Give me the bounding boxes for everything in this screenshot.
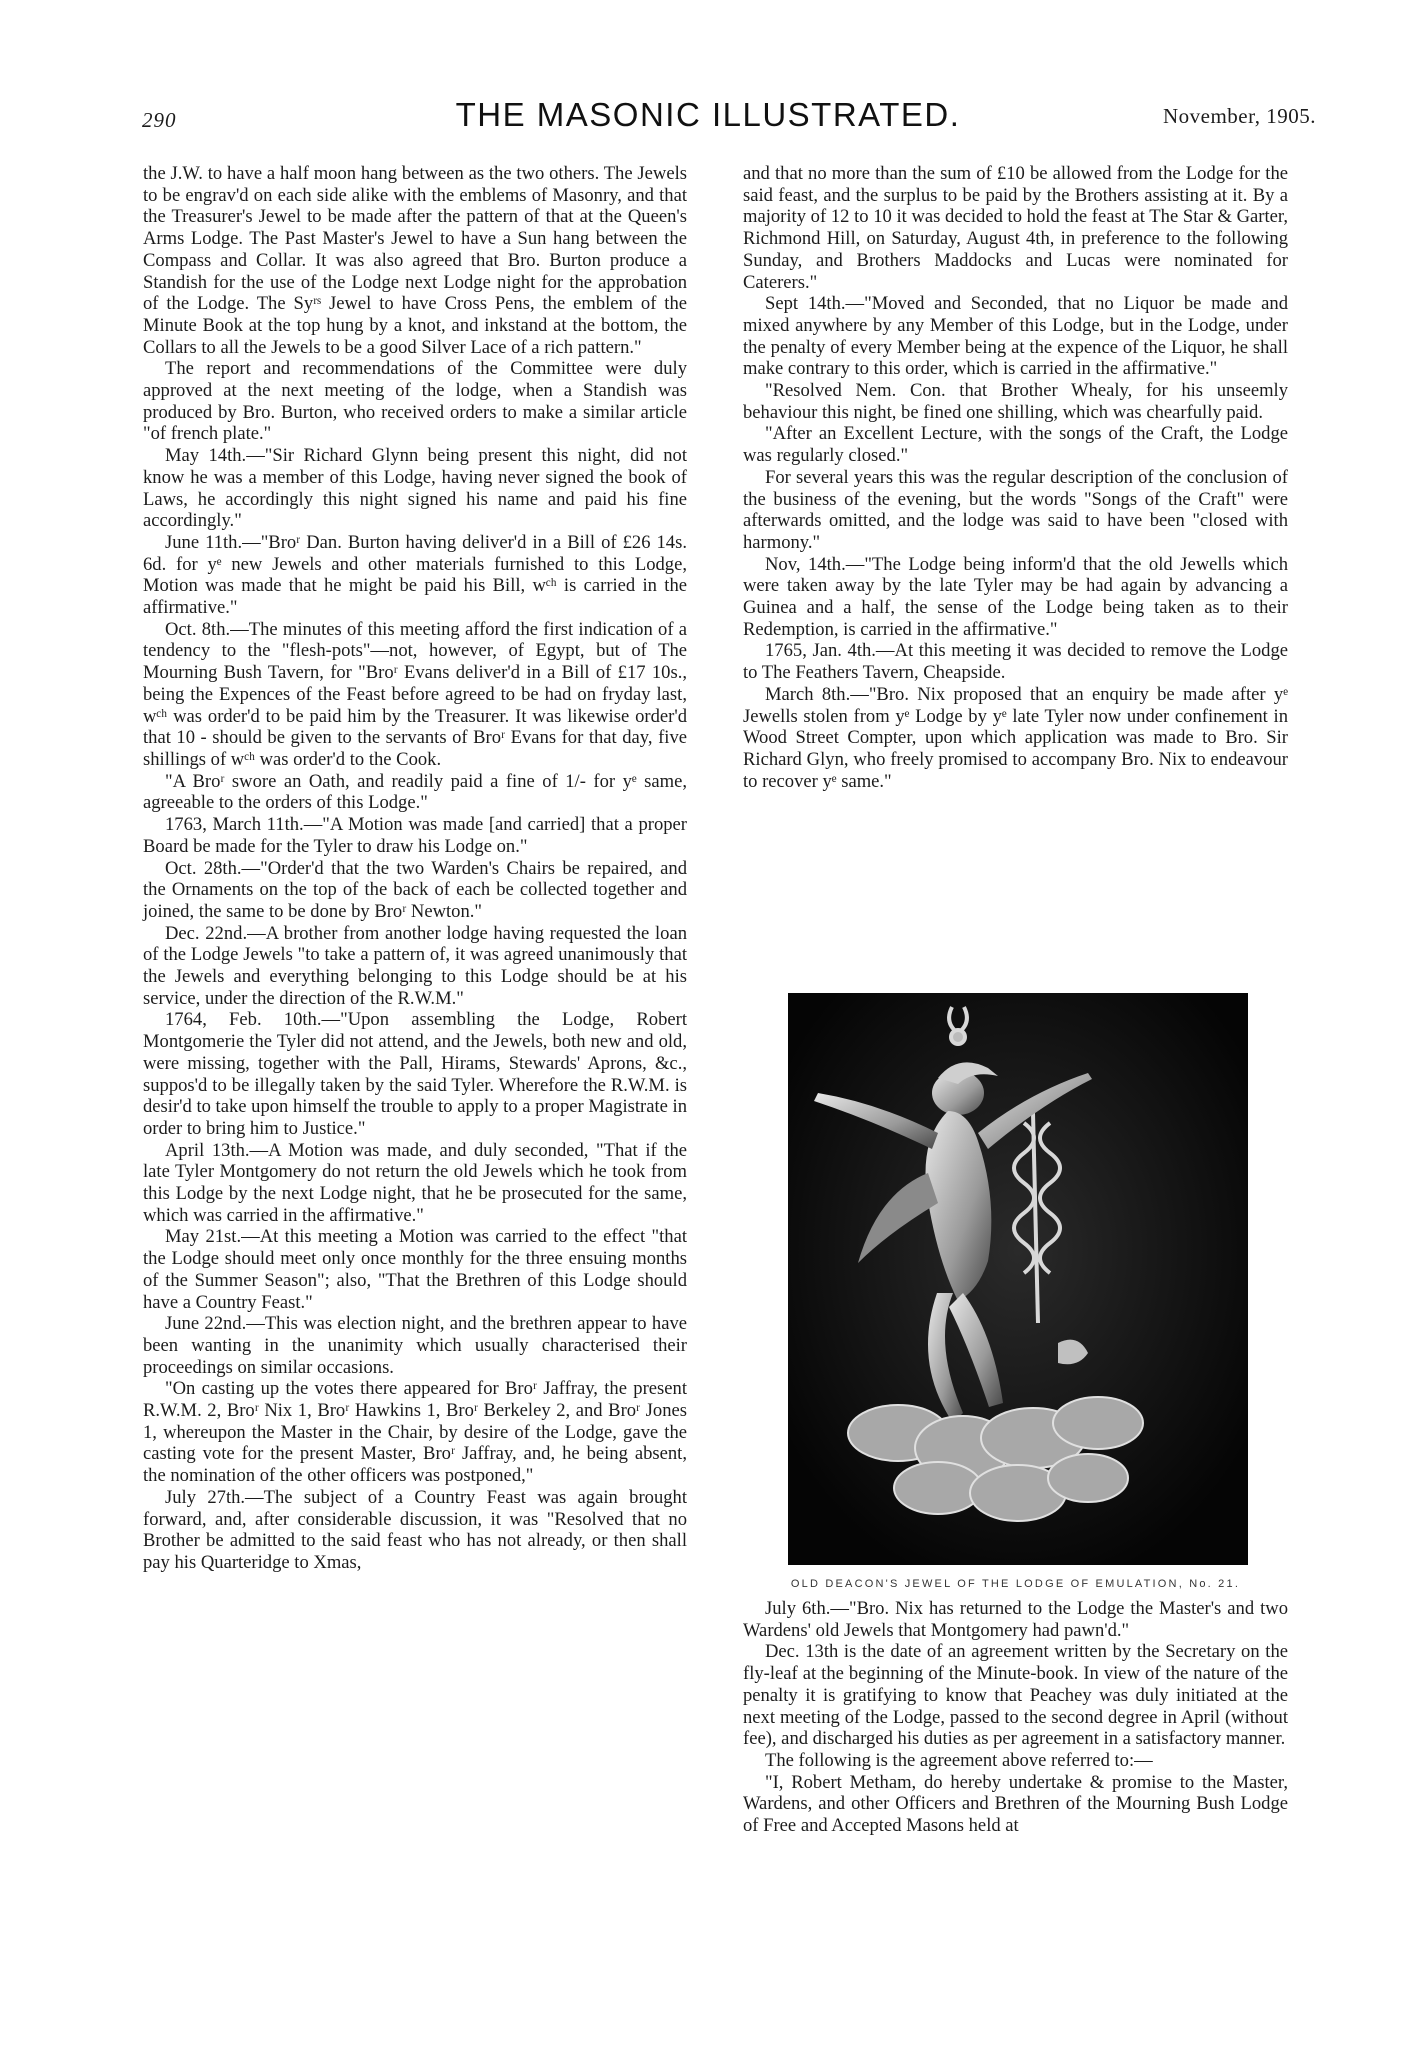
paragraph: Sept 14th.—"Moved and Seconded, that no Liquor be made and mixed anywhere by any Member of this Lodge, but in the Lodge, under the penalty of every Member being at the expence of the Liquor, he shall make contrary to this order, which is carried in the affirmative." — [743, 293, 1288, 380]
figure-caption: OLD DEACON'S JEWEL OF THE LODGE OF EMULATION, No. 21. — [790, 1578, 1241, 1590]
left-column — [143, 163, 687, 1574]
paragraph: and that no more than the sum of £10 be allowed from the Lodge for the said feast, and the surplus to be paid by the Brothers assisting at it. By a majority of 12 to 10 it was decided to hold the feast at The Star & Garter, Richmond Hill, on Saturday, August 4th, in preference to the following Sunday, and Brothers Maddocks and Lucas were nominated for Caterers." — [743, 163, 1288, 293]
paragraph: July 6th.—"Bro. Nix has returned to the Lodge the Master's and two Wardens' old Jewels that Montgomery had pawn'd." — [743, 1598, 1288, 1641]
paragraph: "I, Robert Metham, do hereby undertake & promise to the Master, Wardens, and other Officers and Brethren of the Mourning Bush Lodge of Free and Accepted Masons held at — [743, 1771, 1288, 1837]
right-column-bottom — [743, 1598, 1288, 1837]
paragraph: "On casting up the votes there appeared for Broʳ Jaffray, the present R.W.M. 2, Broʳ Nix 1, Broʳ Hawkins 1, Broʳ Berkeley 2, and Broʳ Jones 1, whereupon the Master in the Chair, by desire of the Lodge, gave the casting vote for the present Master, Broʳ Jaffray, and, he being absent, the nomination of the other officers was postponed," — [143, 1378, 687, 1487]
paragraph: March 8th.—"Bro. Nix proposed that an enquiry be made after yᵉ Jewells stolen from yᵉ Lodge by yᵉ late Tyler now under confinement in Wood Street Compter, upon which application was made to Bro. Sir Richard Glyn, who freely promised to accompany Bro. Nix to endeavour to recover yᵉ same." — [743, 683, 1288, 792]
paragraph: June 22nd.—This was election night, and the brethren appear to have been wanting in the unanimity which usually characterised their proceedings on similar occasions. — [143, 1313, 687, 1378]
paragraph: May 14th.—"Sir Richard Glynn being present this night, did not know he was a member of this Lodge, having never signed the book of Laws, he accordingly this night signed his name and paid his fine accordingly." — [143, 445, 687, 532]
mercury-figure-illustration — [788, 993, 1248, 1565]
paragraph: "Resolved Nem. Con. that Brother Whealy, for his unseemly behaviour this night, be fined one shilling, which was chearfully paid. — [743, 380, 1288, 423]
paragraph: "A Broʳ swore an Oath, and readily paid a fine of 1/- for yᵉ same, agreeable to the orders of this Lodge." — [143, 770, 687, 814]
paragraph: Dec. 13th is the date of an agreement written by the Secretary on the fly-leaf at the beginning of the Minute-book. In view of the nature of the penalty it is gratifying to know that Peachey was duly initiated at the next meeting of the Lodge, passed to the second degree in April (without fee), and discharged his duties as per agreement in a satisfactory manner. — [743, 1641, 1288, 1750]
paragraph: Oct. 8th.—The minutes of this meeting afford the first indication of a tendency to the "flesh-pots"—not, however, of Egypt, but of The Mourning Bush Tavern, for "Broʳ Evans deliver'd in a Bill of £17 10s., being the Expences of the Feast before agreed to be had on fryday last, wᶜʰ was order'd to be paid him by the Treasurer. It was likewise order'd that 10 - should be given to the servants of Broʳ Evans for that day, five shillings of wᶜʰ was order'd to the Cook. — [143, 618, 687, 770]
right-column-top — [743, 163, 1288, 792]
page-number: 290 — [142, 108, 177, 132]
paragraph: Dec. 22nd.—A brother from another lodge having requested the loan of the Lodge Jewels "to take a pattern of, it was agreed unanimously that the Jewels and everything belonging to this Lodge should be at his service, under the direction of the R.W.M." — [143, 922, 687, 1009]
paragraph: May 21st.—At this meeting a Motion was carried to the effect "that the Lodge should meet only once monthly for the three ensuing months of the Summer Season"; also, "That the Brethren of this Lodge should have a Country Feast." — [143, 1226, 687, 1313]
paragraph: 1764, Feb. 10th.—"Upon assembling the Lodge, Robert Montgomerie the Tyler did not attend, and the Jewels, both new and old, were missing, together with the Pall, Hirams, Stewards' Aprons, &c., suppos'd to be illegally taken by the said Tyler. Wherefore the R.W.M. is desir'd to take upon himself the trouble to apply to a proper Magistrate in order to bring him to Justice." — [143, 1009, 687, 1139]
paragraph: For several years this was the regular description of the conclusion of the business of the evening, but the words "Songs of the Craft" were afterwards omitted, and the lodge was said to have been "closed with harmony." — [743, 466, 1288, 553]
paragraph: The report and recommendations of the Committee were duly approved at the next meeting of the lodge, when a Standish was produced by Bro. Burton, who received orders to make a similar article "of french plate." — [143, 358, 687, 445]
paragraph: July 27th.—The subject of a Country Feast was again brought forward, and, after considerable discussion, it was "Resolved that no Brother be admitted to the said feast who has not already, or then shall pay his Quarteridge to Xmas, — [143, 1486, 687, 1573]
paragraph: The following is the agreement above referred to:— — [765, 1749, 1153, 1771]
paragraph: Nov, 14th.—"The Lodge being inform'd that the old Jewells which were taken away by the late Tyler may be had again by advancing a Guinea and a half, the sense of the Lodge being taken as to their Redemption, is carried in the affirmative." — [743, 553, 1288, 640]
issue-date: November, 1905. — [1162, 104, 1316, 128]
paragraph: the J.W. to have a half moon hang between as the two others. The Jewels to be engrav'd on each side alike with the emblems of Masonry, and that the Treasurer's Jewel to be made after the pattern of that at the Queen's Arms Lodge. The Past Master's Jewel to have a Sun hang between the Compass and Collar. It was also agreed that Bro. Burton produce a Standish for the use of the Lodge next Lodge night for the approbation of the Lodge. The Syʳˢ Jewel to have Cross Pens, the emblem of the Minute Book at the top hung by a knot, and inkstand at the bottom, the Collars to all the Jewels to be a good Silver Lace of a rich pattern." — [143, 163, 687, 358]
paragraph: "After an Excellent Lecture, with the songs of the Craft, the Lodge was regularly closed." — [743, 423, 1288, 467]
publication-title: THE MASONIC ILLUSTRATED. — [455, 96, 961, 133]
page-header — [0, 0, 1416, 150]
paragraph: 1763, March 11th.—"A Motion was made [and carried] that a proper Board be made for the Tyler to draw his Lodge on." — [143, 814, 687, 857]
paragraph: Oct. 28th.—"Order'd that the two Warden's Chairs be repaired, and the Ornaments on the top of the back of each be collected together and joined, the same to be done by Broʳ Newton." — [143, 857, 687, 922]
paragraph: April 13th.—A Motion was made, and duly seconded, "That if the late Tyler Montgomery do not return the old Jewels which he took from this Lodge by the next Lodge night, that he be prosecuted for the same, which was carried in the affirmative." — [143, 1139, 687, 1226]
paragraph: June 11th.—"Broʳ Dan. Burton having deliver'd in a Bill of £26 14s. 6d. for yᵉ new Jewels and other materials furnished to this Lodge, Motion was made that he might be paid his Bill, wᶜʰ is carried in the affirmative." — [143, 531, 687, 619]
deacon-jewel-photo — [788, 993, 1248, 1565]
paragraph: 1765, Jan. 4th.—At this meeting it was decided to remove the Lodge to The Feathers Tavern, Cheapside. — [743, 640, 1288, 684]
